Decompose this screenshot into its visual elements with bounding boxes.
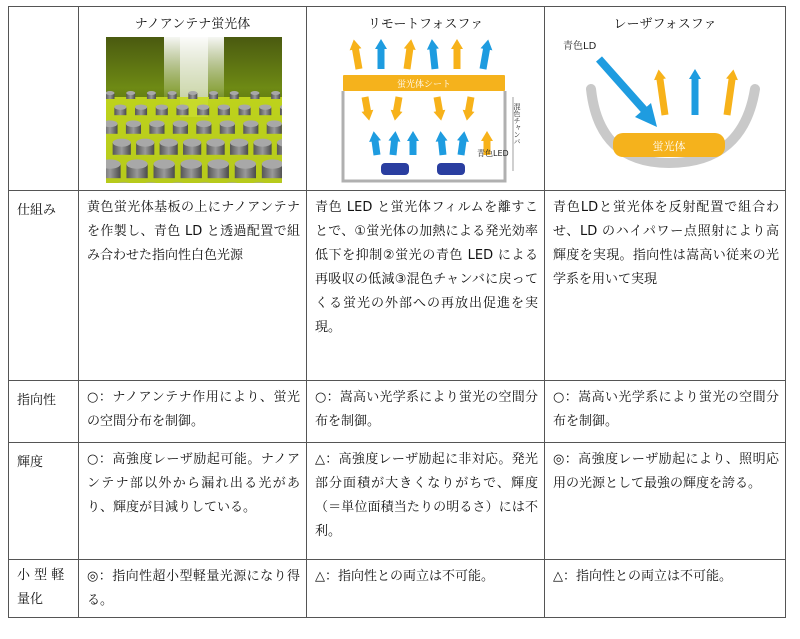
nano-pillar-top [267, 120, 282, 127]
nano-pillar-top [196, 120, 211, 127]
nano-pillar-top [220, 120, 235, 127]
nano-pillar-top [156, 104, 168, 109]
light-arrow [461, 96, 477, 122]
nano-pillar-top [239, 104, 251, 109]
light-arrow [431, 96, 447, 122]
row-compactness [9, 560, 786, 618]
light-arrow [451, 39, 463, 69]
light-arrow [348, 38, 365, 70]
light-arrow [721, 69, 739, 116]
header-laser-phosphor [545, 7, 786, 191]
row-directivity [9, 381, 786, 443]
nano-pillar-top [218, 104, 230, 109]
cell-text: △：指向性との両立は不可能。 [545, 560, 786, 618]
nano-pillar-top [230, 139, 248, 147]
light-arrow [653, 69, 671, 116]
row-label: 輝度 [9, 443, 79, 560]
nano-pillar-top [154, 159, 175, 168]
light-arrow [477, 38, 494, 70]
cell-text: ○：嵩高い光学系により蛍光の空間分布を制御。 [307, 381, 545, 443]
nano-pillar-top [126, 120, 141, 127]
nano-pillar-top [149, 120, 164, 127]
nano-pillar-top [126, 91, 135, 95]
cell-text: △：高強度レーザ励起に非対応。発光部分面積が大きくなりがちで、輝度（＝単位面積当たりの明るさ）には不利。 [307, 443, 545, 560]
nano-pillar-top [209, 91, 218, 95]
nano-pillar-top [173, 120, 188, 127]
nano-pillar-top [208, 159, 229, 168]
row-label: 仕組み [9, 191, 79, 381]
phosphor-label: 蛍光体 [652, 140, 686, 153]
cell-text: △：指向性との両立は不可能。 [307, 560, 545, 618]
cell-text: 青色LDと蛍光体を反射配置で組合わせ、LD のハイパワー点照射により高輝度を実現。指向性は嵩高い従来の光学系を用いて実現 [545, 191, 786, 381]
cell-text: ○：嵩高い光学系により蛍光の空間分布を制御。 [545, 381, 786, 443]
nano-pillar-top [160, 139, 178, 147]
remote-phosphor-diagram [337, 31, 527, 183]
light-arrow [407, 131, 419, 155]
header-row [9, 7, 786, 191]
nanoantenna-image [106, 37, 282, 183]
header-remote-phosphor [307, 7, 545, 191]
light-arrow [426, 39, 441, 70]
cell-text: 黄色蛍光体基板の上にナノアンテナを作製し、青色 LD と透過配置で組み合わせた指向性白色光源 [79, 191, 307, 381]
sheet-label: 蛍光体シート [396, 80, 452, 90]
light-arrow [455, 130, 470, 155]
light-arrow [368, 130, 383, 155]
nano-pillar-top [230, 91, 239, 95]
cell-text: ○：高強度レーザ励起可能。ナノアンテナ部以外から漏れ出る光があり、輝度が目減りしている。 [79, 443, 307, 560]
nano-pillar-top [253, 139, 271, 147]
comparison-table [8, 6, 786, 618]
cell-text: ○：ナノアンテナ作用により、蛍光の空間分布を制御。 [79, 381, 307, 443]
nano-pillar-top [136, 139, 154, 147]
header-nanoantenna [79, 7, 307, 191]
nano-pillar-top [259, 104, 271, 109]
nano-pillar-top [126, 159, 147, 168]
light-arrow [689, 69, 701, 115]
chamber-label: 混色チャンバ [513, 103, 521, 145]
led-label: 青色LED [477, 149, 509, 158]
laser-phosphor-diagram [559, 35, 774, 175]
nano-pillar-top [207, 139, 225, 147]
row-brightness [9, 443, 786, 560]
corner-cell [9, 7, 79, 191]
light-arrow [435, 131, 449, 156]
row-mechanism [9, 191, 786, 381]
nano-pillar-top [235, 159, 256, 168]
nano-pillar-top [135, 104, 147, 109]
row-label: 指向性 [9, 381, 79, 443]
column-title: レーザフォスファ [613, 17, 717, 32]
light-arrow [389, 96, 405, 122]
nano-pillar-top [113, 139, 131, 147]
nano-pillar-top [147, 91, 156, 95]
nano-pillar-top [114, 104, 126, 109]
nano-pillar-top [168, 91, 177, 95]
column-title: リモートフォスファ [367, 17, 484, 32]
light-arrow [387, 131, 401, 156]
nano-pillar-top [181, 159, 202, 168]
nano-pillar-top [188, 91, 197, 95]
nano-pillar-top [197, 104, 209, 109]
cell-text: ◎：指向性超小型軽量光源になり得る。 [79, 560, 307, 618]
nano-pillar-top [250, 91, 259, 95]
nano-pillar-top [243, 120, 258, 127]
nano-pillar-top [271, 91, 280, 95]
nano-pillar-top [176, 104, 188, 109]
light-arrow [375, 39, 387, 69]
column-title: ナノアンテナ蛍光体 [134, 17, 251, 32]
cell-text: 青色 LED と蛍光体フィルムを離すことで、①蛍光体の加熱による発光効率低下を抑制②蛍光の青色 LED による再吸収の低減③混色チャンバに戻ってくる蛍光の外部への再放出促進を実現。 [307, 191, 545, 381]
ld-label: 青色LD [563, 41, 597, 52]
cell-text: ◎：高強度レーザ励起により、照明応用の光源として最強の輝度を誇る。 [545, 443, 786, 560]
row-label: 小 型 軽 量化 [9, 560, 79, 618]
light-arrow [401, 38, 417, 69]
nano-pillar-top [183, 139, 201, 147]
light-arrow [359, 96, 375, 122]
